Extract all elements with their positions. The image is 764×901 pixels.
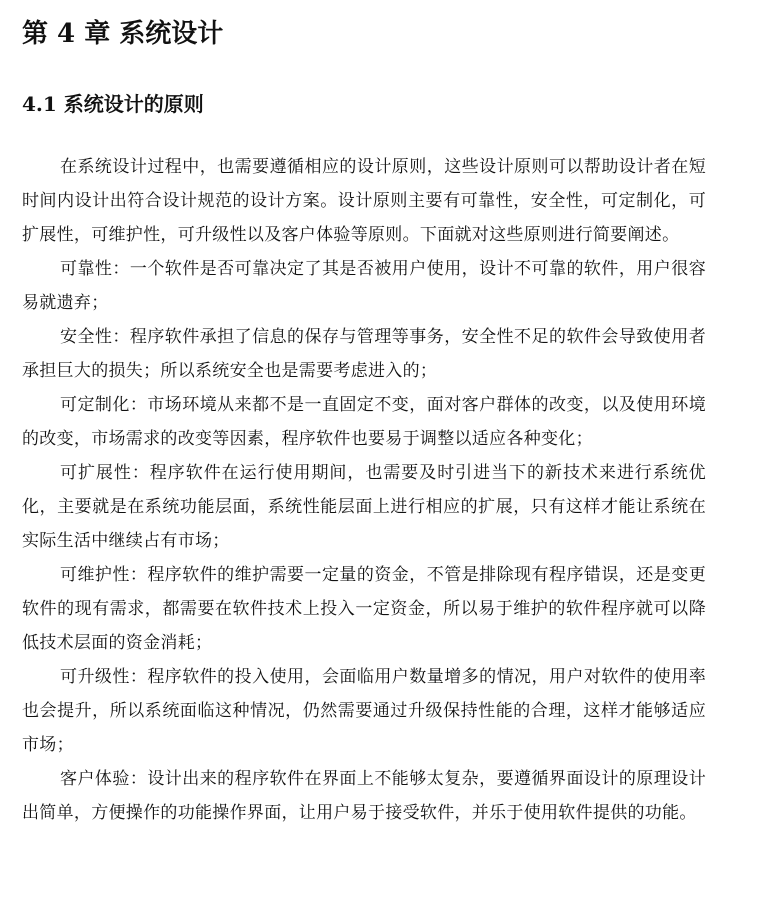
paragraph-upgradability: 可升级性：程序软件的投入使用，会面临用户数量增多的情况，用户对软件的使用率也会提升，所以系统面临这种情况，仍然需要通过升级保持性能的合理，这样才能够适应市场； [22,667,706,755]
paragraph-extensibility: 可扩展性：程序软件在运行使用期间，也需要及时引进当下的新技术来进行系统优化，主要就是在系统功能层面，系统性能层面上进行相应的扩展，只有这样才能让系统在实际生活中继续占有市场； [22,463,706,551]
paragraph-customizability: 可定制化：市场环境从来都不是一直固定不变，面对客户群体的改变，以及使用环境的改变，市场需求的改变等因素，程序软件也要易于调整以适应各种变化； [22,395,706,449]
section-title: 4.1 系统设计的原则 [22,92,204,116]
paragraph-user-experience: 客户体验：设计出来的程序软件在界面上不能够太复杂，要遵循界面设计的原理设计出简单，方便操作的功能操作界面，让用户易于接受软件，并乐于使用软件提供的功能。 [22,769,706,823]
chapter-title: 第 4 章 系统设计 [22,19,224,49]
paragraph-security: 安全性：程序软件承担了信息的保存与管理等事务，安全性不足的软件会导致使用者承担巨大的损失；所以系统安全也是需要考虑进入的； [22,327,706,381]
body-text [22,150,706,830]
paragraph-maintainability: 可维护性：程序软件的维护需要一定量的资金，不管是排除现有程序错误，还是变更软件的现有需求，都需要在软件技术上投入一定资金，所以易于维护的软件程序就可以降低技术层面的资金消耗； [22,565,706,653]
paragraph-intro: 在系统设计过程中，也需要遵循相应的设计原则，这些设计原则可以帮助设计者在短时间内设计出符合设计规范的设计方案。设计原则主要有可靠性，安全性，可定制化，可扩展性，可维护性，可升级性以及客户体验等原则。下面就对这些原则进行简要阐述。 [22,157,706,245]
paragraph-reliability: 可靠性：一个软件是否可靠决定了其是否被用户使用，设计不可靠的软件，用户很容易就遗弃； [22,259,706,313]
